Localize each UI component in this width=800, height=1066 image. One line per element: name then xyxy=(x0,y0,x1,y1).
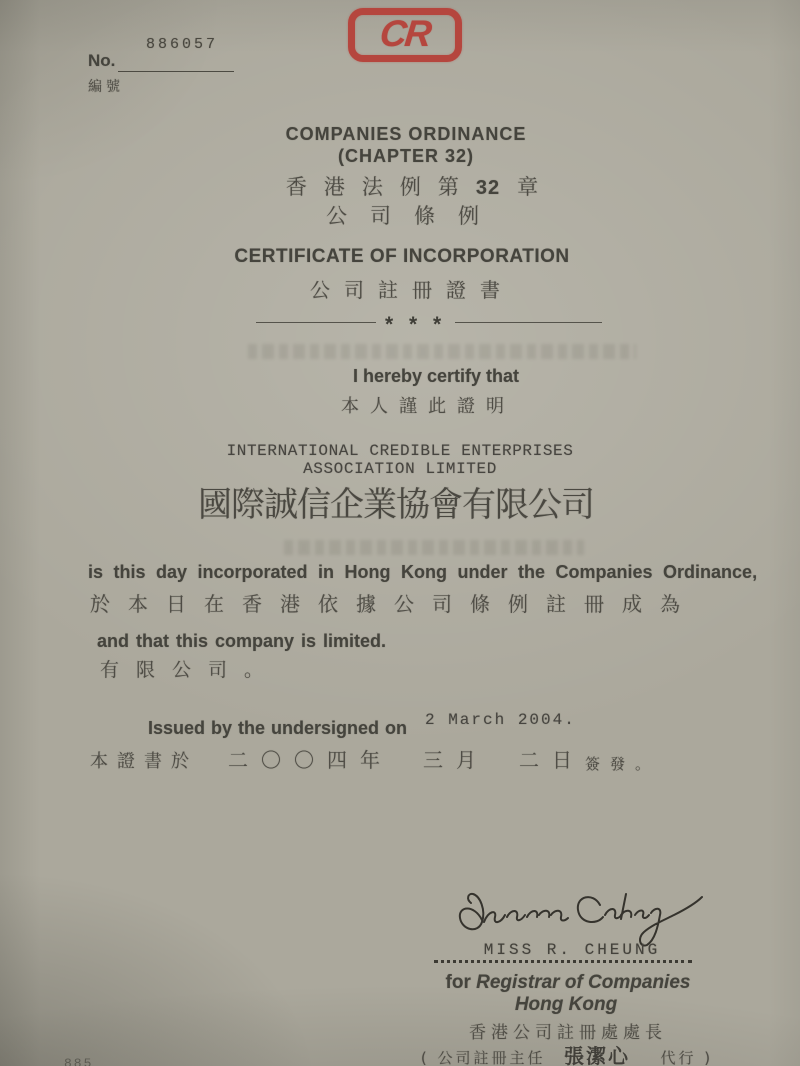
incorporation-clause-zh: 於本日在香港依據公司條例註冊成為 xyxy=(90,592,698,616)
company-name-en-line2: ASSOCIATION LIMITED xyxy=(303,460,497,478)
registrar-line xyxy=(446,972,691,994)
serial-number: 886057 xyxy=(146,36,219,53)
company-name-zh: 國際誠信企業協會有限公司 xyxy=(198,485,594,525)
star-divider xyxy=(256,312,602,336)
divider-stars: * * * xyxy=(385,313,447,336)
deputy-open: ( 公司註冊主任 xyxy=(420,1049,546,1066)
certificate-title-zh: 公司註冊證書 xyxy=(310,278,514,302)
certify-line-en: I hereby certify that xyxy=(352,366,520,386)
signatory-name: MISS R. CHEUNG xyxy=(483,941,661,959)
ordinance-name-zh: 公司條例 xyxy=(326,204,502,228)
company-name-en-line1: INTERNATIONAL CREDIBLE ENTERPRISES xyxy=(226,442,574,460)
incorporation-clause-en: is this day incorporated in Hong Kong under the Companies Ordinance, xyxy=(88,562,758,582)
certificate-title-en: CERTIFICATE OF INCORPORATION xyxy=(234,246,570,267)
divider-line-right xyxy=(455,322,602,323)
ghost-text-band xyxy=(248,344,636,359)
deputy-name: 張潔心 xyxy=(564,1044,630,1066)
cr-logo xyxy=(348,8,462,62)
issue-zh-day: 二日 xyxy=(519,748,585,772)
ordinance-chapter-zh-prefix: 香港法例第 xyxy=(285,175,476,199)
serial-label-zh: 編號 xyxy=(88,79,124,95)
registrar-place: Hong Kong xyxy=(514,994,618,1015)
serial-underline xyxy=(118,71,234,72)
deputy-line xyxy=(421,1040,713,1066)
serial-no-label: No. xyxy=(88,51,116,70)
ordinance-title-en: COMPANIES ORDINANCE xyxy=(285,124,527,144)
issue-zh-suffix: 簽發。 xyxy=(585,755,661,773)
ordinance-chapter-en: (CHAPTER 32) xyxy=(337,146,475,166)
issue-date-en: 2 March 2004. xyxy=(425,711,576,729)
limited-clause-zh: 有限公司。 xyxy=(100,659,281,681)
issue-zh-month: 三月 xyxy=(423,748,489,772)
cr-logo-text: CR xyxy=(378,13,433,54)
ordinance-chapter-number: 32 xyxy=(475,177,501,199)
ordinance-chapter-zh xyxy=(286,171,538,201)
registrar-for-prefix: for xyxy=(445,972,471,993)
issue-zh-year: 二〇〇四年 xyxy=(228,748,393,772)
registrar-title-zh: 香港公司註冊處處長 xyxy=(469,1023,667,1043)
certify-line-zh: 本人謹此證明 xyxy=(341,396,515,417)
issue-zh-prefix: 本證書於 xyxy=(90,751,198,772)
registrar-title: Registrar of Companies xyxy=(476,972,691,993)
footer-code: 885 xyxy=(64,1056,94,1066)
limited-clause-en: and that this company is limited. xyxy=(97,631,387,651)
ghost-text-band xyxy=(284,540,584,555)
issue-date-zh-line xyxy=(90,744,710,773)
ordinance-chapter-zh-suffix: 章 xyxy=(517,175,539,199)
deputy-close: 代行 ) xyxy=(660,1049,714,1066)
signature-dotted-line xyxy=(434,960,692,963)
issued-line-en: Issued by the undersigned on xyxy=(148,718,408,738)
divider-line-left xyxy=(256,322,376,323)
